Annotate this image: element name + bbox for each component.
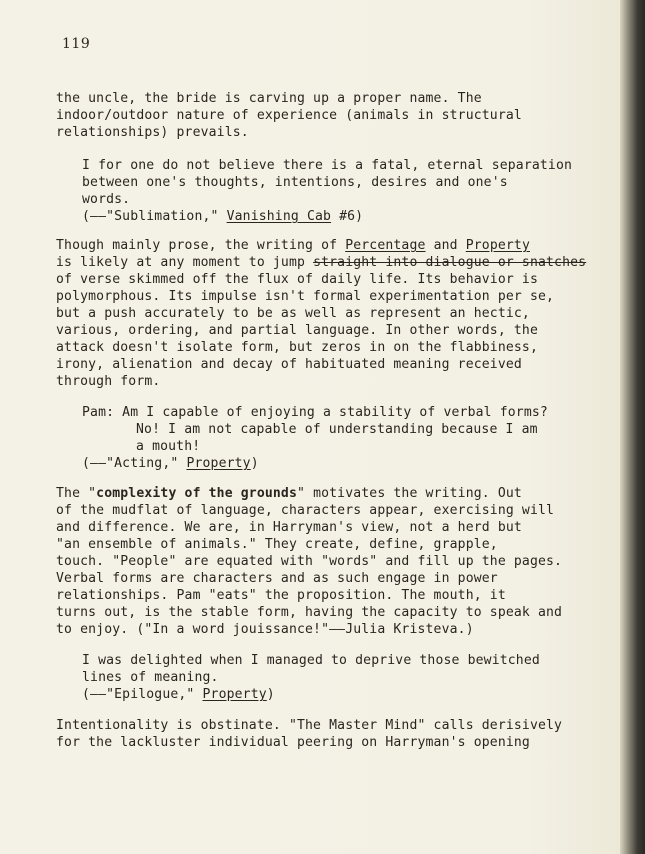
text-line: of verse skimmed off the flux of daily life. Its behavior is [56, 272, 538, 287]
quote-line: between one's thoughts, intentions, desires and one's [82, 175, 508, 190]
text-line: for the lackluster individual peering on Harryman's opening [56, 735, 530, 750]
citation [82, 455, 259, 472]
text-span: Though mainly prose, the writing of [56, 238, 346, 253]
text-span: " motivates the writing. Out [297, 486, 522, 501]
quote-line: I for one do not believe there is a fatal, eternal separation [82, 158, 573, 173]
citation-title: Vanishing Cab [226, 209, 332, 224]
text-line [56, 254, 586, 271]
text-line: relationships. Pam "eats" the proposition. The mouth, it [56, 588, 506, 603]
quote-line: lines of meaning. [82, 670, 219, 685]
citation [82, 686, 275, 703]
text-line: through form. [56, 374, 161, 389]
citation-title: Property [202, 687, 267, 702]
book-title: Property [465, 238, 530, 253]
struck-text: straight into dialogue or snatches [313, 255, 587, 270]
text-line: "an ensemble of animals." They create, define, grapple, [56, 537, 498, 552]
citation-prefix: (——"Sublimation," [82, 209, 227, 224]
book-spine-shadow [620, 0, 645, 854]
text-line: irony, alienation and decay of habituated meaning received [56, 357, 522, 372]
text-line: Intentionality is obstinate. "The Master Mind" calls derisively [56, 718, 563, 733]
citation [82, 208, 363, 225]
text-span: is likely at any moment to jump [56, 255, 314, 270]
text-line: the uncle, the bride is carving up a proper name. The [56, 91, 482, 106]
text-line [56, 485, 522, 502]
text-line: to enjoy. ("In a word jouissance!"——Julia Kristeva.) [56, 622, 474, 637]
citation-prefix: (——"Epilogue," [82, 687, 203, 702]
quote-line: a mouth! [136, 439, 201, 454]
quote-line: I was delighted when I managed to deprive those bewitched [82, 653, 540, 668]
citation-suffix: ) [266, 687, 275, 702]
quote-line: words. [82, 192, 131, 207]
quote-line: Pam: Am I capable of enjoying a stability of verbal forms? [82, 405, 548, 420]
citation-suffix: ) [250, 456, 259, 471]
text-line: turns out, is the stable form, having the capacity to speak and [56, 605, 563, 620]
page-number: 119 [62, 36, 91, 52]
text-line: of the mudflat of language, characters appear, exercising will [56, 503, 555, 518]
text-span: The " [56, 486, 97, 501]
text-line: indoor/outdoor nature of experience (animals in structural [56, 108, 522, 123]
citation-title: Property [186, 456, 251, 471]
text-line: Verbal forms are characters and as such engage in power [56, 571, 498, 586]
text-span: and [425, 238, 466, 253]
book-title: Percentage [345, 238, 426, 253]
text-line: relationships) prevails. [56, 125, 249, 140]
text-line: but a push accurately to be as well as represent an hectic, [56, 306, 530, 321]
text-line: attack doesn't isolate form, but zeros in on the flabbiness, [56, 340, 538, 355]
text-line [56, 237, 530, 254]
text-line: polymorphous. Its impulse isn't formal experimentation per se, [56, 289, 555, 304]
text-line: and difference. We are, in Harryman's view, not a herd but [56, 520, 522, 535]
text-line: touch. "People" are equated with "words" and fill up the pages. [56, 554, 563, 569]
bold-phrase: complexity of the grounds [96, 486, 297, 501]
citation-prefix: (——"Acting," [82, 456, 187, 471]
quote-line: No! I am not capable of understanding because I am [136, 422, 538, 437]
citation-suffix: #6) [331, 209, 364, 224]
text-line: various, ordering, and partial language. In other words, the [56, 323, 538, 338]
